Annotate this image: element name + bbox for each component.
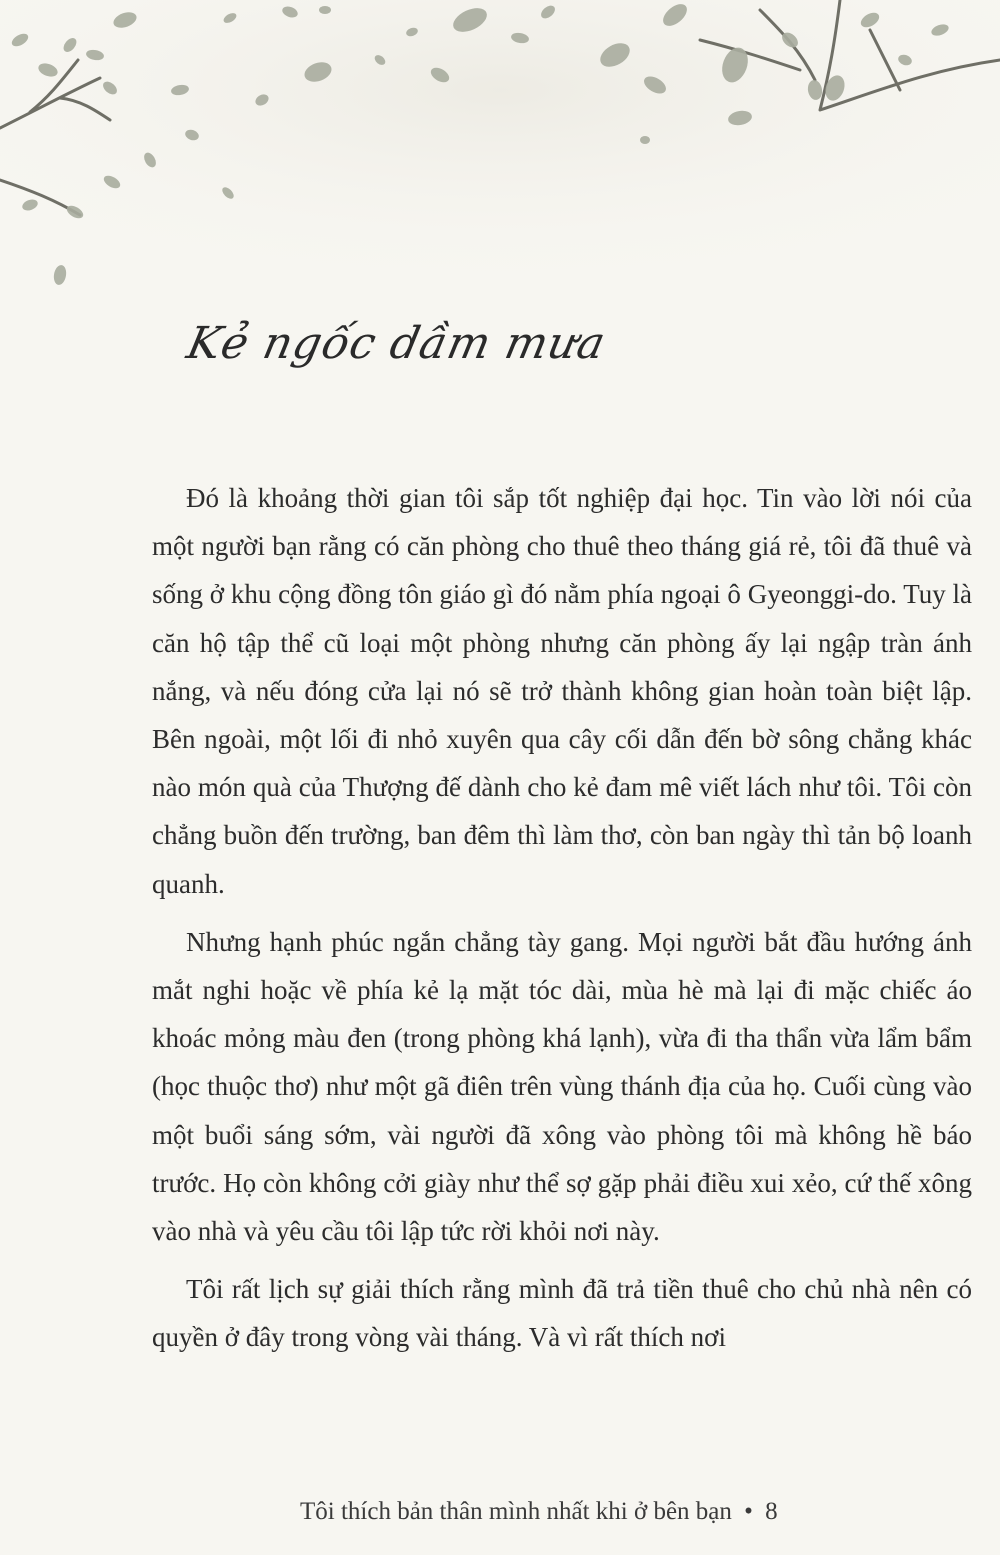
running-title: Tôi thích bản thân mình nhất khi ở bên bạn <box>300 1498 732 1525</box>
paragraph: Đó là khoảng thời gian tôi sắp tốt nghiệp đại học. Tin vào lời nói của một người bạn rằng có căn phòng cho thuê theo tháng giá rẻ, tôi đã thuê và sống ở khu cộng đồng tôn giáo gì đó nằm phía ngoại ô Gyeonggi-do. Tuy là căn hộ tập thể cũ loại một phòng nhưng căn phòng ấy lại ngập tràn ánh nắng, và nếu đóng cửa lại nó sẽ trở thành không gian hoàn toàn biệt lập. Bên ngoài, một lối đi nhỏ xuyên qua cây cối dẫn đến bờ sông chẳng khác nào món quà của Thượng đế dành cho kẻ đam mê viết lách như tôi. Tôi còn chẳng buồn đến trường, ban đêm thì làm thơ, còn ban ngày thì tản bộ loanh quanh. <box>152 483 972 899</box>
body-text <box>152 474 972 1372</box>
paragraph: Nhưng hạnh phúc ngắn chẳng tày gang. Mọi người bắt đầu hướng ánh mắt nghi hoặc về phía kẻ lạ mặt tóc dài, mùa hè mà lại đi mặc chiếc áo khoác mỏng màu đen (trong phòng khá lạnh), vừa đi tha thẩn vừa lẩm bẩm (học thuộc thơ) như một gã điên trên vùng thánh địa của họ. Cuối cùng vào một buổi sáng sớm, vài người đã xông vào phòng tôi mà không hề báo trước. Họ còn không cởi giày như thể sợ gặp phải điều xui xẻo, cứ thế xông vào nhà và yêu cầu tôi lập tức rời khỏi nơi này. <box>152 926 972 1247</box>
paragraph: Tôi rất lịch sự giải thích rằng mình đã trả tiền thuê cho chủ nhà nên có quyền ở đây trong vòng vài tháng. Và vì rất thích nơi <box>152 1274 972 1353</box>
leaf-branch-decoration <box>0 0 1000 320</box>
page-footer <box>300 1498 778 1526</box>
page-number: 8 <box>765 1498 778 1525</box>
footer-separator: • <box>744 1498 753 1525</box>
chapter-title: Kẻ ngốc dầm mưa <box>182 318 611 369</box>
